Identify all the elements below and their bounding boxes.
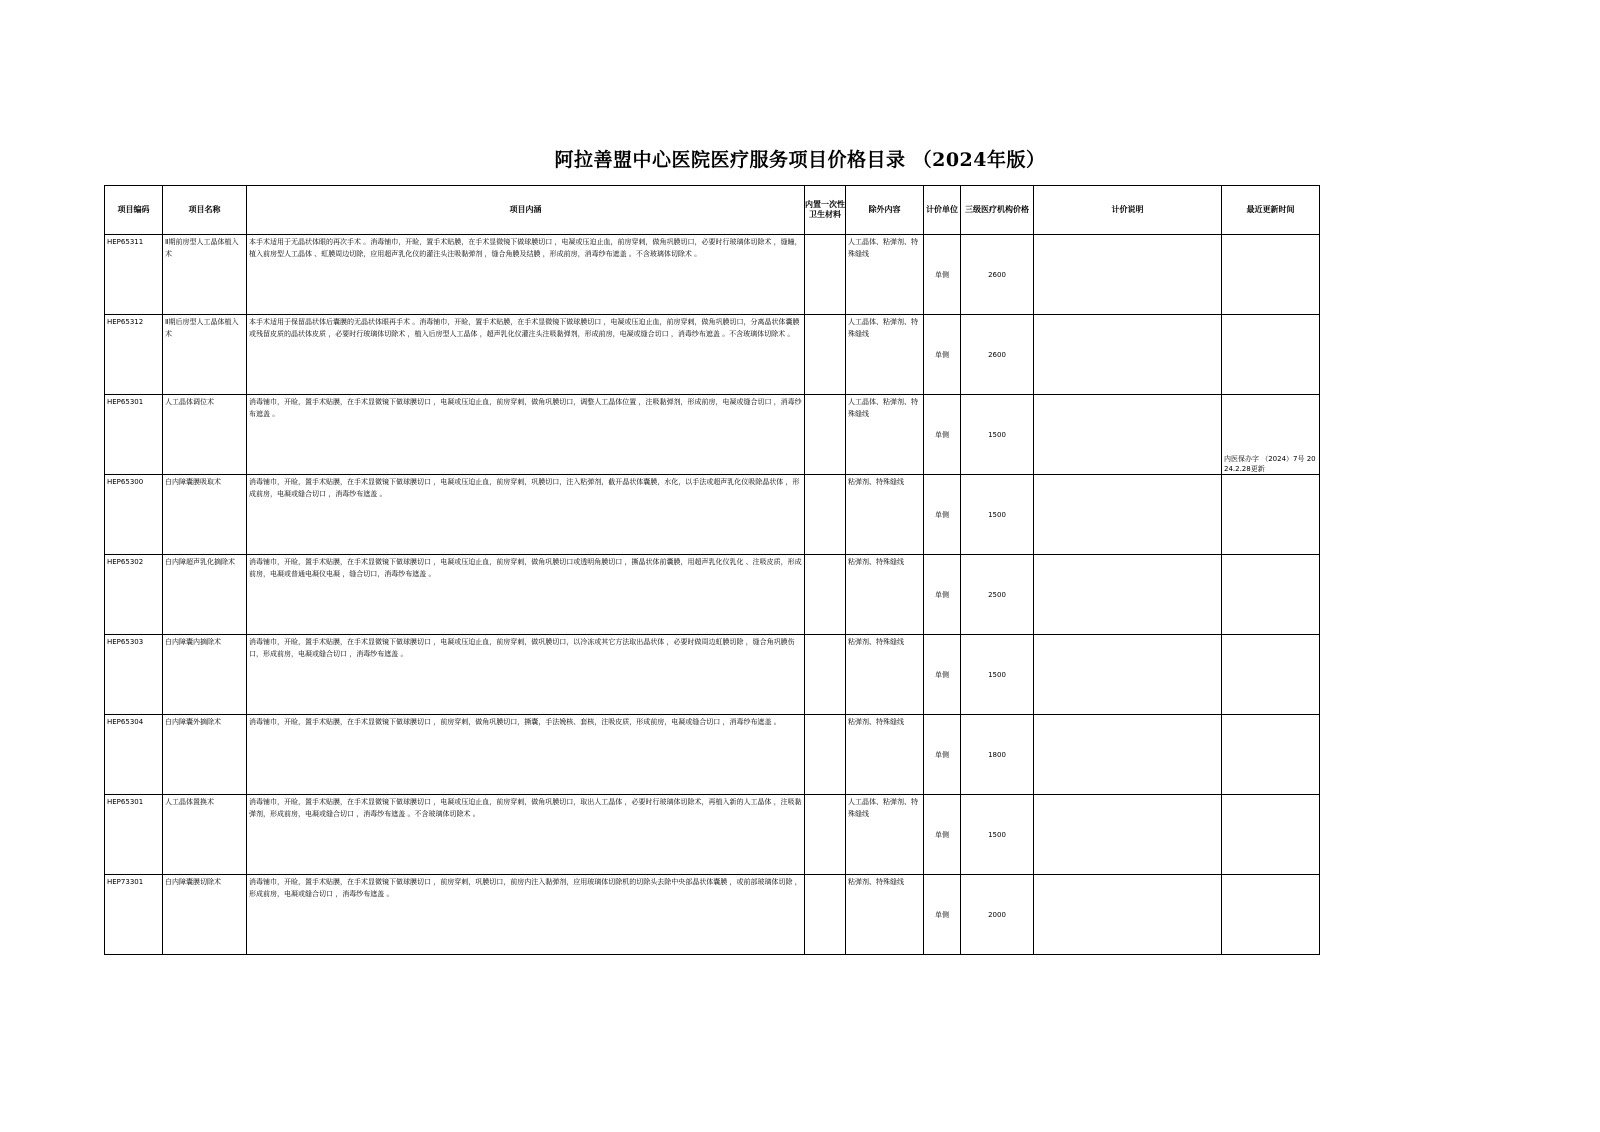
cell-unit: 单侧 bbox=[924, 395, 961, 475]
cell-content: 本手术适用于无晶状体眼的再次手术 。消毒铺巾，开睑，置手术贴膜，在手术显微镜下做球膜切口 ，电凝或压迫止血，前房穿刺，做角巩膜切口，必要时行玻璃体切除术 ，缝瞳，植入前房型人工晶体 、虹膜周边切除，应用超声乳化仪的灌注头注吸黏弹剂 ，缝合角膜及结膜 ，形成前房，消毒纱布遮盖 。不含玻璃体切除术 。 bbox=[247, 235, 805, 315]
cell-material bbox=[805, 315, 846, 395]
cell-material bbox=[805, 715, 846, 795]
table-row bbox=[105, 395, 1320, 475]
cell-price: 2600 bbox=[961, 315, 1034, 395]
cell-updated bbox=[1222, 315, 1320, 395]
cell-unit: 单侧 bbox=[924, 235, 961, 315]
header-price: 三级医疗机构价格 bbox=[961, 186, 1034, 235]
cell-price: 1500 bbox=[961, 795, 1034, 875]
cell-price: 1500 bbox=[961, 395, 1034, 475]
cell-updated bbox=[1222, 795, 1320, 875]
header-note: 计价说明 bbox=[1034, 186, 1222, 235]
table-row bbox=[105, 475, 1320, 555]
cell-material bbox=[805, 475, 846, 555]
cell-content: 消毒铺巾，开睑，置手术贴膜，在手术显微镜下做球膜切口 ，电凝或压迫止血，前房穿刺，做巩膜切口，以冷冻或其它方法取出晶状体 ，必要时做周边虹膜切除 ，缝合角巩膜伤口，形成前房，电凝或缝合切口 ，消毒纱布遮盖 。 bbox=[247, 635, 805, 715]
cell-exclusion: 人工晶体、粘弹剂、特殊缝线 bbox=[846, 235, 924, 315]
cell-note bbox=[1034, 235, 1222, 315]
cell-material bbox=[805, 235, 846, 315]
cell-code: HEP65301 bbox=[105, 795, 163, 875]
table-row bbox=[105, 555, 1320, 635]
cell-material bbox=[805, 555, 846, 635]
cell-code: HEP73301 bbox=[105, 875, 163, 955]
price-table bbox=[104, 185, 1320, 955]
cell-name: 白内障超声乳化摘除术 bbox=[163, 555, 247, 635]
cell-material bbox=[805, 395, 846, 475]
cell-updated bbox=[1222, 715, 1320, 795]
cell-unit: 单侧 bbox=[924, 875, 961, 955]
cell-code: HEP65302 bbox=[105, 555, 163, 635]
cell-exclusion: 人工晶体、粘弹剂、特殊缝线 bbox=[846, 795, 924, 875]
updated-text: 内医保办字 （2024）7号 2024.2.28更新 bbox=[1224, 455, 1316, 473]
cell-content: 消毒铺巾，开睑，置手术贴膜，在手术显微镜下做球膜切口 ，电凝或压迫止血，前房穿刺，巩膜切口，注入粘弹剂，截开晶状体囊膜，水化，以手法或超声乳化仪吸除晶状体 ，形成前房，电凝或缝合切口 ，消毒纱布遮盖 。 bbox=[247, 475, 805, 555]
cell-content: 消毒铺巾，开睑，置手术贴膜，在手术显微镜下做球膜切口 ，电凝或压迫止血，前房穿刺，做角巩膜切口，调整人工晶体位置 ，注吸黏弹剂，形成前房，电凝或缝合切口 ，消毒纱布遮盖 。 bbox=[247, 395, 805, 475]
table-row bbox=[105, 715, 1320, 795]
cell-price: 2600 bbox=[961, 235, 1034, 315]
cell-updated bbox=[1222, 555, 1320, 635]
cell-code: HEP65301 bbox=[105, 395, 163, 475]
cell-exclusion: 人工晶体、粘弹剂、特殊缝线 bbox=[846, 315, 924, 395]
cell-name: 人工晶体置换术 bbox=[163, 795, 247, 875]
cell-unit: 单侧 bbox=[924, 715, 961, 795]
cell-material bbox=[805, 795, 846, 875]
cell-name: Ⅱ期前房型人工晶体植入术 bbox=[163, 235, 247, 315]
cell-updated bbox=[1222, 395, 1320, 475]
cell-updated bbox=[1222, 475, 1320, 555]
table-row bbox=[105, 635, 1320, 715]
cell-code: HEP65311 bbox=[105, 235, 163, 315]
cell-price: 1800 bbox=[961, 715, 1034, 795]
cell-material bbox=[805, 875, 846, 955]
cell-updated bbox=[1222, 635, 1320, 715]
cell-unit: 单侧 bbox=[924, 315, 961, 395]
cell-unit: 单侧 bbox=[924, 795, 961, 875]
cell-content: 消毒铺巾，开睑，置手术贴膜，在手术显微镜下做球膜切口 ，电凝或压迫止血，前房穿刺，做角巩膜切口，取出人工晶体 ，必要时行玻璃体切除术，再植入新的人工晶体 ，注吸黏弹剂，形成前房，电凝或缝合切口 ，消毒纱布遮盖 。不含玻璃体切除术 。 bbox=[247, 795, 805, 875]
cell-code: HEP65303 bbox=[105, 635, 163, 715]
cell-exclusion: 人工晶体、粘弹剂、特殊缝线 bbox=[846, 395, 924, 475]
cell-content: 本手术适用于保留晶状体后囊膜的无晶状体眼再手术 。消毒铺巾，开睑，置手术贴膜，在手术显微镜下做球膜切口 ，电凝或压迫止血，前房穿刺，做角巩膜切口，分离晶状体囊膜或残留皮质的晶状体皮质 ，必要时行玻璃体切除术 ，植入后房型人工晶体 ，超声乳化仪灌注头注吸黏弹剂，形成前房，电凝或缝合切口 ，消毒纱布遮盖 。不含玻璃体切除术 。 bbox=[247, 315, 805, 395]
cell-note bbox=[1034, 315, 1222, 395]
header-content: 项目内涵 bbox=[247, 186, 805, 235]
header-code: 项目编码 bbox=[105, 186, 163, 235]
cell-name: 白内障囊膜吸取术 bbox=[163, 475, 247, 555]
cell-code: HEP65304 bbox=[105, 715, 163, 795]
cell-note bbox=[1034, 795, 1222, 875]
header-exclusion: 除外内容 bbox=[846, 186, 924, 235]
cell-name: Ⅱ期后房型人工晶体植入术 bbox=[163, 315, 247, 395]
cell-updated bbox=[1222, 235, 1320, 315]
cell-price: 2500 bbox=[961, 555, 1034, 635]
cell-name: 白内障囊膜切除术 bbox=[163, 875, 247, 955]
cell-price: 2000 bbox=[961, 875, 1034, 955]
header-name: 项目名称 bbox=[163, 186, 247, 235]
cell-note bbox=[1034, 635, 1222, 715]
cell-price: 1500 bbox=[961, 635, 1034, 715]
cell-note bbox=[1034, 875, 1222, 955]
header-unit: 计价单位 bbox=[924, 186, 961, 235]
cell-note bbox=[1034, 555, 1222, 635]
cell-name: 人工晶体调位术 bbox=[163, 395, 247, 475]
table-row bbox=[105, 795, 1320, 875]
cell-content: 消毒铺巾，开睑，置手术贴膜，在手术显微镜下做球膜切口 ，电凝或压迫止血，前房穿刺，做角巩膜切口或透明角膜切口 ，撕晶状体前囊膜，用超声乳化仪乳化 、注吸皮质，形成前房，电凝或普通电凝仪电凝 ，缝合切口，消毒纱布遮盖 。 bbox=[247, 555, 805, 635]
cell-unit: 单侧 bbox=[924, 635, 961, 715]
cell-updated bbox=[1222, 875, 1320, 955]
cell-content: 消毒铺巾，开睑，置手术贴膜，在手术显微镜下做球膜切口 ，前房穿刺，做角巩膜切口，撕囊，手法娩核、套核，注吸皮质，形成前房，电凝或缝合切口 ，消毒纱布遮盖 。 bbox=[247, 715, 805, 795]
cell-material bbox=[805, 635, 846, 715]
cell-code: HEP65300 bbox=[105, 475, 163, 555]
table-row bbox=[105, 875, 1320, 955]
cell-note bbox=[1034, 715, 1222, 795]
document-title: 阿拉善盟中心医院医疗服务项目价格目录 （2024年版） bbox=[554, 149, 1046, 171]
cell-exclusion: 粘弹剂、特殊缝线 bbox=[846, 875, 924, 955]
cell-note bbox=[1034, 475, 1222, 555]
cell-name: 白内障囊外摘除术 bbox=[163, 715, 247, 795]
header-updated: 最近更新时间 bbox=[1222, 186, 1320, 235]
cell-exclusion: 粘弹剂、特殊缝线 bbox=[846, 715, 924, 795]
table-row bbox=[105, 315, 1320, 395]
cell-exclusion: 粘弹剂、特殊缝线 bbox=[846, 555, 924, 635]
table-header-row bbox=[105, 186, 1320, 235]
cell-note bbox=[1034, 395, 1222, 475]
cell-name: 白内障囊内摘除术 bbox=[163, 635, 247, 715]
cell-code: HEP65312 bbox=[105, 315, 163, 395]
cell-unit: 单侧 bbox=[924, 475, 961, 555]
cell-exclusion: 粘弹剂、特殊缝线 bbox=[846, 635, 924, 715]
cell-unit: 单侧 bbox=[924, 555, 961, 635]
cell-content: 消毒铺巾，开睑，置手术贴膜，在手术显微镜下做球膜切口 ，前房穿刺，巩膜切口，前房内注入黏弹剂，应用玻璃体切除机的切除头去除中央部晶状体囊膜 ，或前部玻璃体切除 ，形成前房，电凝或缝合切口 ，消毒纱布遮盖 。 bbox=[247, 875, 805, 955]
cell-exclusion: 粘弹剂、特殊缝线 bbox=[846, 475, 924, 555]
table-row bbox=[105, 235, 1320, 315]
cell-price: 1500 bbox=[961, 475, 1034, 555]
table-body bbox=[105, 235, 1320, 955]
header-material: 内置一次性卫生材料 bbox=[805, 186, 846, 235]
